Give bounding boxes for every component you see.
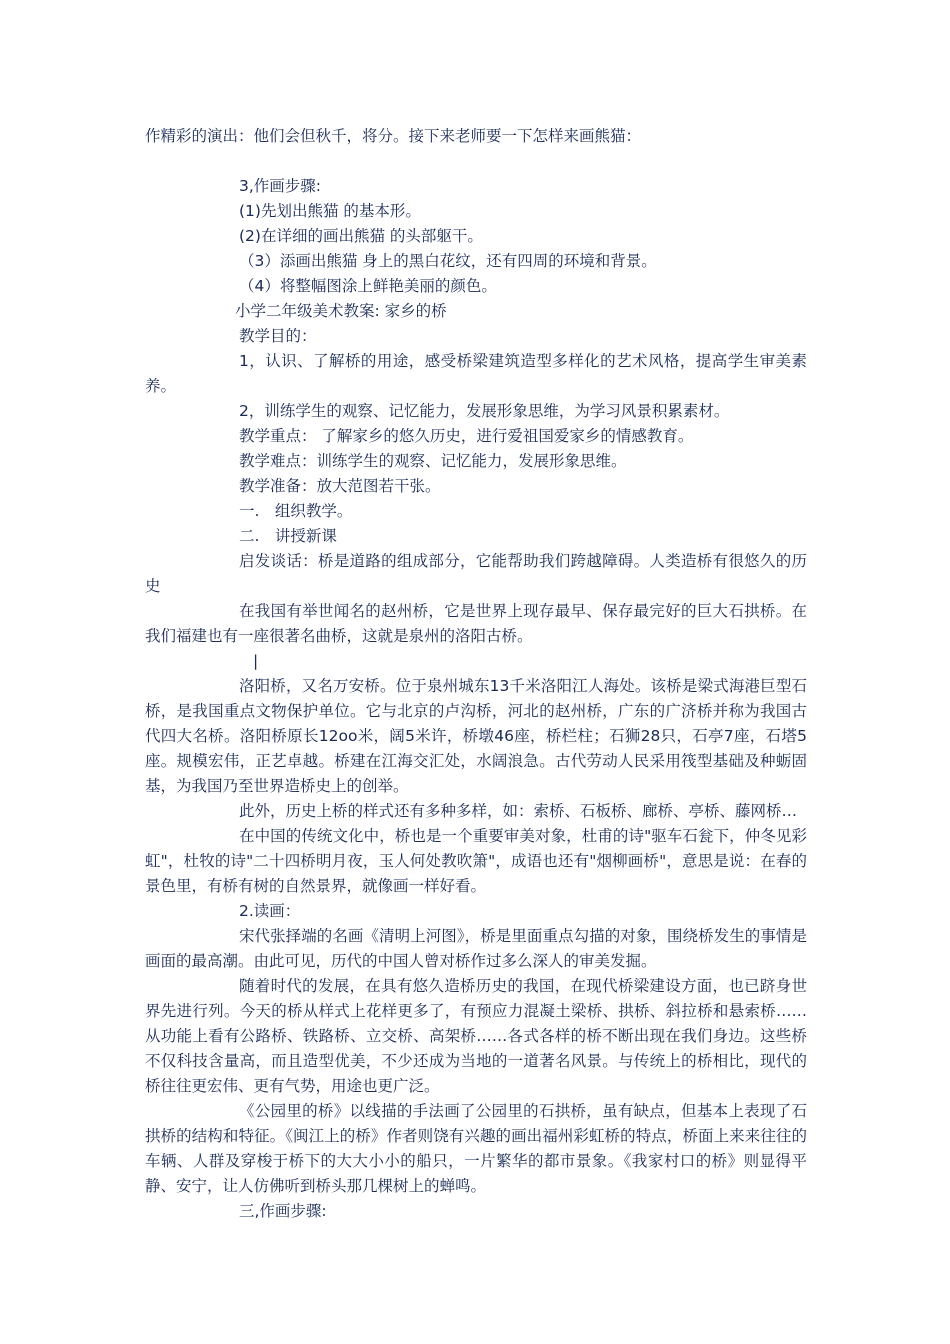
- procedure-item-2: 二. 讲授新课: [239, 527, 337, 545]
- paragraph-traditional-culture: 在中国的传统文化中，桥也是一个重要审美对象，杜甫的诗"驱车石瓮下，仲冬见彩虹"，杜牧的诗"二十四桥明月夜，玉人何处教吹箫"，成语也还有"烟柳画桥"，意思是说：在春的景色里，有桥有树的自然景界，就像画一样好看。: [145, 827, 807, 895]
- section-heading-goals: 教学目的：: [239, 327, 317, 345]
- blank-line: [145, 149, 807, 174]
- document-body: [145, 124, 807, 1224]
- procedure-item-1: 一. 组织教学。: [239, 502, 353, 520]
- step-heading-3: 3,作画步骤:: [239, 177, 322, 195]
- paragraph-inspiring-talk: 启发谈话：桥是道路的组成部分，它能帮助我们跨越障碍。人类造桥有很悠久的历史: [145, 552, 807, 595]
- lesson-title: 小学二年级美术教案: 家乡的桥: [235, 302, 447, 320]
- step-item-3: （3）添画出熊猫 身上的黑白花纹，还有四周的环境和背景。: [239, 252, 657, 270]
- paragraph-luoyang-bridge: 洛阳桥，又名万安桥。位于泉州城东13千米洛阳江人海处。该桥是梁式海港巨型石桥，是我国重点文物保护单位。它与北京的卢沟桥，河北的赵州桥，广东的广济桥并称为我国古代四大名桥。洛阳桥原长12oo米，阔5米许，桥墩46座，桥栏柱；石狮28只，石亭7座，石塔5座。规模宏伟，正艺卓越。桥建在江海交汇处，水阔浪急。古代劳动人民采用筏型基础及种蛎固基，为我国乃至世界造桥史上的创举。: [145, 677, 807, 795]
- paragraph-zhaozhou-bridge: 在我国有举世闻名的赵州桥，它是世界上现存最早、保存最完好的巨大石拱桥。在我们福建也有一座很著名曲桥，这就是泉州的洛阳古桥。: [145, 602, 807, 645]
- text-cursor-mark: |: [253, 652, 259, 670]
- step-item-2: (2)在详细的画出熊猫 的头部躯干。: [239, 227, 483, 245]
- goal-item-2: 2，训练学生的观察、记忆能力，发展形象思维，为学习风景积累素材。: [239, 402, 730, 420]
- paragraph-modern-bridges: 随着时代的发展，在具有悠久造桥历史的我国，在现代桥梁建设方面，也已跻身世界先进行列。今天的桥从样式上花样更多了，有预应力混凝土梁桥、拱桥、斜拉桥和悬索桥……从功能上看有公路桥、铁路桥、立交桥、高架桥……各式各样的桥不断出现在我们身边。这些桥不仅科技含量高，而且造型优美，不少还成为当地的一道著名风景。与传统上的桥相比，现代的桥往往更宏伟、更有气势，用途也更广泛。: [145, 977, 807, 1095]
- paragraph-qingming-painting: 宋代张择端的名画《清明上河图》，桥是里面重点勾描的对象，围绕桥发生的事情是画面的最高潮。由此可见，历代的中国人曾对桥作过多么深人的审美发掘。: [145, 927, 807, 970]
- goal-item-1: 1，认识、了解桥的用途，感受桥梁建筑造型多样化的艺术风格，提高学生审美素养。: [145, 352, 807, 395]
- paragraph-bridge-styles: 此外，历史上桥的样式还有多种多样，如：索桥、石板桥、廊桥、亭桥、藤网桥…: [239, 802, 798, 820]
- preparation: 教学准备：放大范图若干张。: [239, 477, 441, 495]
- section-heading-steps: 三,作画步骤:: [239, 1202, 327, 1220]
- section-heading-reading: 2.读画：: [239, 902, 301, 920]
- key-point: 教学重点： 了解家乡的悠久历史，进行爱祖国爱家乡的情感教育。: [239, 427, 694, 445]
- paragraph-student-works: 《公园里的桥》以线描的手法画了公园里的石拱桥，虽有缺点，但基本上表现了石拱桥的结构和特征。《闽江上的桥》作者则饶有兴趣的画出福州彩虹桥的特点，桥面上来来往往的车辆、人群及穿梭于桥下的大大小小的船只，一片繁华的都市景象。《我家村口的桥》则显得平静、安宁，让人仿佛听到桥头那几棵树上的蝉鸣。: [145, 1102, 807, 1195]
- step-item-1: (1)先划出熊猫 的基本形。: [239, 202, 421, 220]
- paragraph-intro-line: 作精彩的演出：他们会但秋千，将分。接下来老师要一下怎样来画熊猫：: [145, 127, 642, 145]
- step-item-4: （4）将整幅图涂上鲜艳美丽的颜色。: [239, 277, 497, 295]
- difficult-point: 教学难点：训练学生的观察、记忆能力，发展形象思维。: [239, 452, 627, 470]
